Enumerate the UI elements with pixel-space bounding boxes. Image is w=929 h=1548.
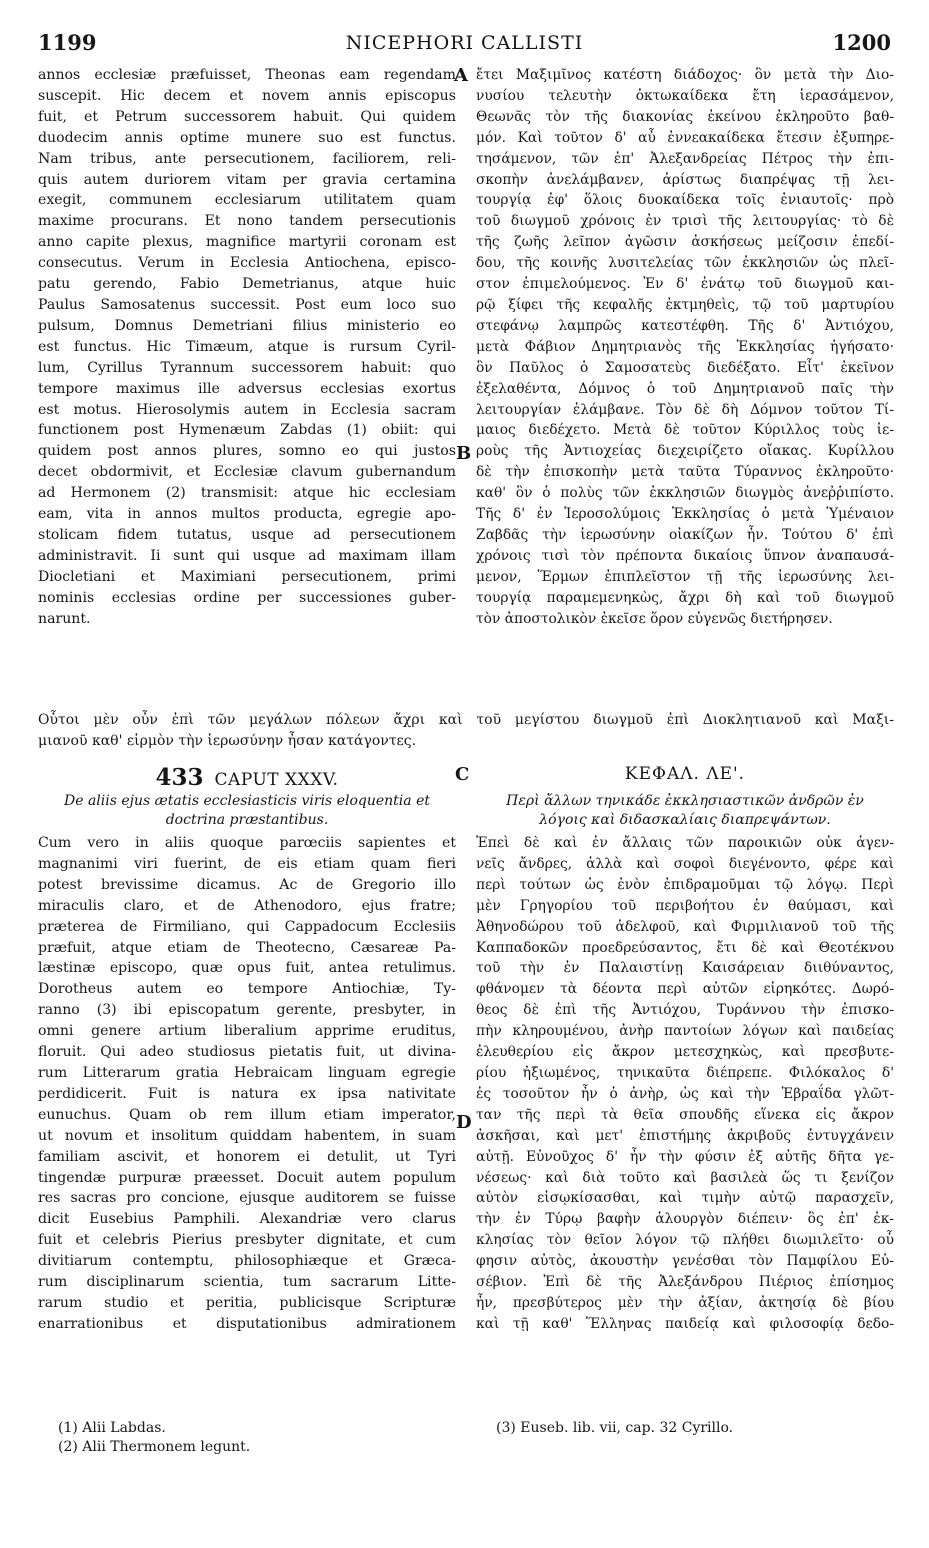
text-line: eunuchus. Quam ob rem illum etiam imperator, <box>38 1106 456 1123</box>
text-line: μιανοῦ καθ' εἱρμὸν τὴν ἱερωσύνην ἦσαν κατάγοντες. <box>38 732 417 749</box>
text-line: narunt. <box>38 610 91 627</box>
text-line: præfuit, atque etiam de Theotecno, Cæsareæ Pa- <box>38 939 456 956</box>
text-line: καθ' ὃν ὁ πολὺς τῶν ἐκκλησιῶν διωγμὸς ἀνεῤῥιπίστο. <box>476 485 894 502</box>
text-line: νυσίου τελευτὴν ὀκτωκαίδεκα ἔτη ἱερασάμενον, <box>476 87 894 104</box>
text-line: floruit. Qui adeo studiosus pietatis fuit, ut divina- <box>38 1044 456 1061</box>
text-line: præterea de Firmiliano, qui Cappadocum Ecclesiis <box>38 918 456 935</box>
text-line: omni genere artium liberalium apprime eruditus, <box>38 1023 456 1040</box>
text-line: fuit, et Petrum successorem habuit. Qui quidem <box>38 108 456 125</box>
text-line: miraculis claro, et de Athenodoro, ejus fratre; <box>38 897 456 914</box>
text-line: Τῆς δ' ἐν Ἱεροσολύμοις Ἐκκλησίας ὁ μετὰ Ὑμέναιον <box>476 506 894 523</box>
text-line: τησάμενον, τῶν ἐπ' Ἀλεξανδρείας Πέτρος τὴν ἐπι- <box>476 150 894 167</box>
running-title: NICEPHORI CALLISTI <box>345 32 584 54</box>
text-line: enarrationibus et disputationibus admirationem <box>38 1315 456 1332</box>
text-line: λειτουργίαν ἐλάμβανε. Τὸν δὲ δὴ Δόμνον τοῦτον Τί- <box>476 401 894 418</box>
text-line: περὶ τούτων ὡς ἐνὸν ἐπιδραμοῦμαι τῷ λόγῳ. Περὶ <box>476 876 894 893</box>
text-line: exegit, communem ecclesiarum utilitatem quam <box>38 192 456 209</box>
text-line: fuit et celebris Pierius presbyter dignitate, et cum <box>38 1232 456 1249</box>
text-line: τουργίᾳ παραμεμενηκὼς, ἄχρι δὴ καὶ τοῦ διωγμοῦ <box>476 589 894 606</box>
text-line: quis autem duriorem vitam per gravia certamina <box>38 171 456 188</box>
text-line: suscepit. Hic decem et novem annis episcopus <box>38 87 456 104</box>
footnotes-left <box>58 1419 458 1457</box>
text-line: δου, τῆς κοινῆς λυσιτελείας τῶν ἐκκλησιῶν ὡς πλεῖ- <box>476 255 894 272</box>
text-line: ranno (3) ibi episcopatum gerente, presbyter, in <box>38 1002 456 1019</box>
page-number-right: 1200 <box>832 30 891 55</box>
text-line: μενον, Ἕρμων ἐπιπλεῖστον τῇ τῆς ἱερωσύνης λει- <box>476 568 894 585</box>
greek-column-top <box>476 65 894 629</box>
text-line: ταν τῆς περὶ τὰ θεῖα σπουδῆς εἵνεκα εἰς ἄκρον <box>476 1106 894 1123</box>
text-line: familiam ascivit, et honorem ei detulit, ut Tyri <box>38 1148 456 1165</box>
text-line: μαιος διεδέχετο. Μετὰ δὲ τοῦτον Κύριλλος τοὺς ἱε- <box>476 422 894 439</box>
text-line: τοῦ διωγμοῦ χρόνοις ἐν τρισὶ τῆς λειτουργίας· τὸ δὲ <box>476 213 894 230</box>
text-line: læstinæ episcopo, quæ opus fuit, antea retulimus. <box>38 960 456 977</box>
text-line: rarum studio et peritia, publicisque Scripturæ <box>38 1294 456 1311</box>
text-line: θεος δὲ ἐπὶ τῆς Ἀντιόχου, Τυράννου τὴν ἐπισκο- <box>476 1002 894 1019</box>
text-line: Paulus Samosatenus successit. Post eum loco suo <box>38 296 456 313</box>
text-line: functionem post Hymenæum Zabdas (1) obiit: qui <box>38 422 456 439</box>
text-line: αὐτὸν εἰσῳκίσασθαι, καὶ τιμὴν αὐτῷ παρασχεῖν, <box>476 1190 894 1207</box>
page-number-left: 1199 <box>38 30 97 55</box>
text-line: Οὗτοι μὲν οὖν ἐπὶ τῶν μεγάλων πόλεων ἄχρι καὶ τοῦ μεγίστου διωγμοῦ ἐπὶ Διοκλητιανοῦ καὶ Μαξι- <box>38 712 894 728</box>
text-line: ροὺς τῆς Ἀντιοχείας διεχειρίζετο οἴακας. Κυρίλλου <box>476 443 894 460</box>
text-line: Cum vero in aliis quoque parœciis sapientes et <box>38 835 456 851</box>
text-line: καὶ τῇ καθ' Ἕλληνας παιδείᾳ καὶ φιλοσοφίᾳ δεδο- <box>476 1315 894 1332</box>
text-line: τῆς ζωῆς λεῖπον ἀγῶσιν ἀσκήσεως μείζοσιν ἐπεδί- <box>476 234 894 251</box>
chapter-subtitle-greek <box>476 792 894 830</box>
text-line: Καππαδοκῶν προεδρεύσαντος, ἔτι δὲ καὶ Θεοτέκνου <box>476 939 894 956</box>
text-line: Nam tribus, ante persecutionem, faciliorem, reli- <box>38 150 456 167</box>
latin-column-top <box>38 65 456 629</box>
text-line: νέσεως· καὶ διὰ τοῦτο καὶ βασιλεὰ ὥς τι ξενίζον <box>476 1169 894 1186</box>
text-line: ἔτει Μαξιμῖνος κατέστη διάδοχος· ὃν μετὰ τὴν Διο- <box>476 67 894 83</box>
text-line: κλησίας τὸν θεῖον λόγον τῷ πλήθει διωμιλεῖτο· οὗ <box>476 1232 894 1249</box>
subtitle-line: doctrina præstantibus. <box>165 812 329 828</box>
text-line: μετὰ Φάβιον Δημητριανὸς τῆς Ἐκκλησίας ἡγήσατο· <box>476 338 894 355</box>
text-line: tempore maximus ille adversus ecclesias exortus <box>38 380 456 397</box>
text-line: patu gerendo, Fabio Demetrianus, atque huic <box>38 276 456 293</box>
text-line: est functus. Hic Timæum, atque is rursum Cyril- <box>38 338 456 355</box>
chapter-subtitle-latin <box>38 792 456 830</box>
text-line: ρῷ ξίφει τῆς κεφαλῆς ἐκτμηθεὶς, τῷ τοῦ μαρτυρίου <box>476 296 894 313</box>
text-line: νεῖς ἄνδρες, ἀλλὰ καὶ σοφοὶ διεγένοντο, φέρε καὶ <box>476 855 894 872</box>
text-line: τουργίᾳ ἐφ' ὅλοις δυοκαίδεκα τοῖς ἐνιαυτοῖς· πρὸ <box>476 192 894 209</box>
text-line: δὲ τὴν ἐπισκοπὴν μετὰ ταῦτα Τύραννος ἐκληροῦτο· <box>476 464 894 481</box>
text-line: annos ecclesiæ præfuisset, Theonas eam regendam <box>38 67 456 83</box>
marker-d: D <box>456 1112 472 1133</box>
text-line: Dorotheus autem eo tempore Antiochiæ, Ty- <box>38 981 456 998</box>
text-line: stolicam fidem tutatus, usque ad persecutionem <box>38 526 456 543</box>
text-line: ἐς τοσοῦτον ἦν ὁ ἀνὴρ, ὡς καὶ τὴν Ἑβραΐδα γλῶτ- <box>476 1085 894 1102</box>
text-line: τὴν ἐν Τύρῳ βαφὴν ἁλουργὸν διέπειν· ὃς ἐπ' ἐκ- <box>476 1211 894 1228</box>
greek-column-bottom <box>476 833 894 1335</box>
subtitle-line: De aliis ejus ætatis ecclesiasticis viris eloquentia et <box>64 793 430 809</box>
chapter-heading-latin <box>38 764 456 791</box>
text-line: quidem post annos plures, somno eo qui justos <box>38 443 456 460</box>
text-line: μὲν Γρηγορίου τοῦ περιβοήτου ἐν θαύμασι, καὶ <box>476 897 894 914</box>
text-line: ὃν Παῦλος ὁ Σαμοσατεὺς διεδέξατο. Εἶτ' ἐκεῖνον <box>476 359 894 376</box>
text-line: χρόνοις τισὶ τὸν πρέποντα δικαίοις ὕπνον ἀναπαυσά- <box>476 547 894 564</box>
chapter-number: 433 <box>155 764 204 791</box>
text-line: αὐτῇ. Εὐνοῦχος δ' ἦν τὴν φύσιν ἐξ αὐτῆς δῆτα γε- <box>476 1148 894 1165</box>
footnotes-right <box>496 1419 896 1438</box>
text-line: magnanimi viri fuerint, de eis etiam quam fieri <box>38 855 456 872</box>
text-line: rum Litterarum gratia Hebraicam linguam egregie <box>38 1064 456 1081</box>
footnote: (3) Euseb. lib. vii, cap. 32 Cyrillo. <box>496 1420 734 1436</box>
text-line: ἦν, πρεσβύτερος μὲν τὴν ἀξίαν, ἀκτησίᾳ δὲ βίου <box>476 1294 894 1311</box>
text-line: nominis ecclesias ordine per successiones guber- <box>38 589 456 606</box>
text-line: res sacras pro concione, ejusque auditorem se fuisse <box>38 1190 456 1207</box>
marker-a: A <box>454 65 468 86</box>
marker-c: C <box>455 764 470 785</box>
text-line: rum disciplinarum scientia, tum sacrarum Litte- <box>38 1274 456 1291</box>
text-line: στον ἐπιμελούμενος. Ἐν δ' ἐνάτῳ τοῦ διωγμοῦ και- <box>476 276 894 293</box>
text-line: duodecim annis optime munere suo est functus. <box>38 129 456 146</box>
text-line: στεφάνῳ λαμπρῶς κατεστέφθη. Τῆς δ' Ἀντιόχου, <box>476 317 894 334</box>
text-line: τοῦ τὴν ἐν Παλαιστίνῃ Καισάρειαν διιθύναντος, <box>476 960 894 977</box>
text-line: Ἀθηνοδώρου τοῦ ἀδελφοῦ, καὶ Φιρμιλιανοῦ τοῦ τῆς <box>476 918 894 935</box>
text-line: ut novum et insolitum quiddam habentem, in suam <box>38 1127 456 1144</box>
chapter-title-latin: CAPUT XXXV. <box>214 770 339 790</box>
text-line: decet obdormivit, et Ecclesiæ clavum gubernandum <box>38 464 456 481</box>
text-line: potest brevissime dicamus. Ac de Gregorio illo <box>38 876 456 893</box>
text-line: ἐξελαθέντα, Δόμνος ὁ τοῦ Δημητριανοῦ παῖς τὴν <box>476 380 894 397</box>
footnote: (2) Alii Thermonem legunt. <box>58 1439 251 1455</box>
text-line: Ζαβδᾶς τὴν ἱερωσύνην οἰακίζων ἦν. Τούτου δ' ἐπὶ <box>476 526 894 543</box>
text-line: Diocletiani et Maximiani persecutionem, primi <box>38 568 456 585</box>
text-line: perdidicerit. Fuit is natura ex ipsa nativitate <box>38 1085 456 1102</box>
text-line: Θεωνᾶς τὸν τῆς διακονίας ἐκείνου ἐκληροῦτο βαθ- <box>476 108 894 125</box>
text-line: est motus. Hierosolymis autem in Ecclesia sacram <box>38 401 456 418</box>
text-line: lum, Cyrillus Tyrannum successorem habuit: quo <box>38 359 456 376</box>
text-line: σέβιον. Ἐπὶ δὲ τῆς Ἀλεξάνδρου Πιέριος ἐπίσημος <box>476 1274 894 1291</box>
subtitle-line: Περὶ ἄλλων τηνικάδε ἐκκλησιαστικῶν ἀνδρῶν ἐν <box>506 793 864 809</box>
subtitle-line: λόγοις καὶ διδασκαλίαις διαπρεψάντων. <box>539 812 831 828</box>
text-line: ἐλευθερίου εἰς ἄκρον μετεσχηκὼς, καὶ πρεσβυτε- <box>476 1044 894 1061</box>
text-line: πὴν κληρουμένου, ἀνὴρ παντοίων λόγων καὶ παιδείας <box>476 1023 894 1040</box>
chapter-heading-greek <box>476 764 894 784</box>
footnote: (1) Alii Labdas. <box>58 1420 166 1436</box>
text-line: Ἐπεὶ δὲ καὶ ἐν ἄλλαις τῶν παροικιῶν οὐκ ἀγεν- <box>476 835 894 851</box>
text-line: divitiarum contemptu, philosophiæque et Græca- <box>38 1253 456 1270</box>
text-line: maxime procurans. Et nono tandem persecutionis <box>38 213 456 230</box>
text-line: anno capite plexus, magnifice martyrii coronam est <box>38 234 456 251</box>
text-line: administravit. Ii sunt qui usque ad maximam illam <box>38 547 456 564</box>
text-line: ad Hermonem (2) transmisit: atque hic ecclesiam <box>38 485 456 502</box>
text-line: consecutus. Verum in Ecclesia Antiochena, episco- <box>38 255 456 272</box>
text-line: φησιν αὐτὸς, ἀκουστὴν γενέσθαι τὸν Παμφίλου Εὐ- <box>476 1253 894 1270</box>
text-line: μόν. Καὶ τοῦτον δ' αὖ ἐννεακαίδεκα ἔτεσιν ἐξυπηρε- <box>476 129 894 146</box>
latin-column-bottom <box>38 833 456 1335</box>
chapter-title-greek: ΚΕΦΑΛ. ΛΕ'. <box>624 764 746 784</box>
marker-b: B <box>456 443 472 464</box>
text-line: dicit Eusebius Pamphili. Alexandriæ vero clarus <box>38 1211 456 1228</box>
text-line: eam, vita in annos multos producta, egregie apo- <box>38 506 456 523</box>
text-line: ἀσκῆσαι, καὶ μετ' ἐπιστήμης ἀκριβοῦς ἐντυγχάνειν <box>476 1127 894 1144</box>
text-line: ρίου ἠξιωμένος, τηνικαῦτα διέπρεπε. Φιλόκαλος δ' <box>476 1064 894 1081</box>
text-line: tingendæ purpuræ præesset. Docuit autem populum <box>38 1169 456 1186</box>
text-line: φθάνομεν τὰ δέοντα περὶ αὐτῶν εἰρηκότες. Δωρό- <box>476 981 894 998</box>
text-line: τὸν ἀποστολικὸν ἐκεῖσε ὅρον εὐγενῶς διετήρησεν. <box>476 610 833 627</box>
text-line: σκοπὴν ἀνελάμβανεν, ἀρίστως διαπρέψας τῇ λει- <box>476 171 894 188</box>
running-header <box>38 26 891 60</box>
text-line: pulsum, Domnus Demetriani filius ministerio eo <box>38 317 456 334</box>
greek-full-width-text <box>38 710 894 752</box>
